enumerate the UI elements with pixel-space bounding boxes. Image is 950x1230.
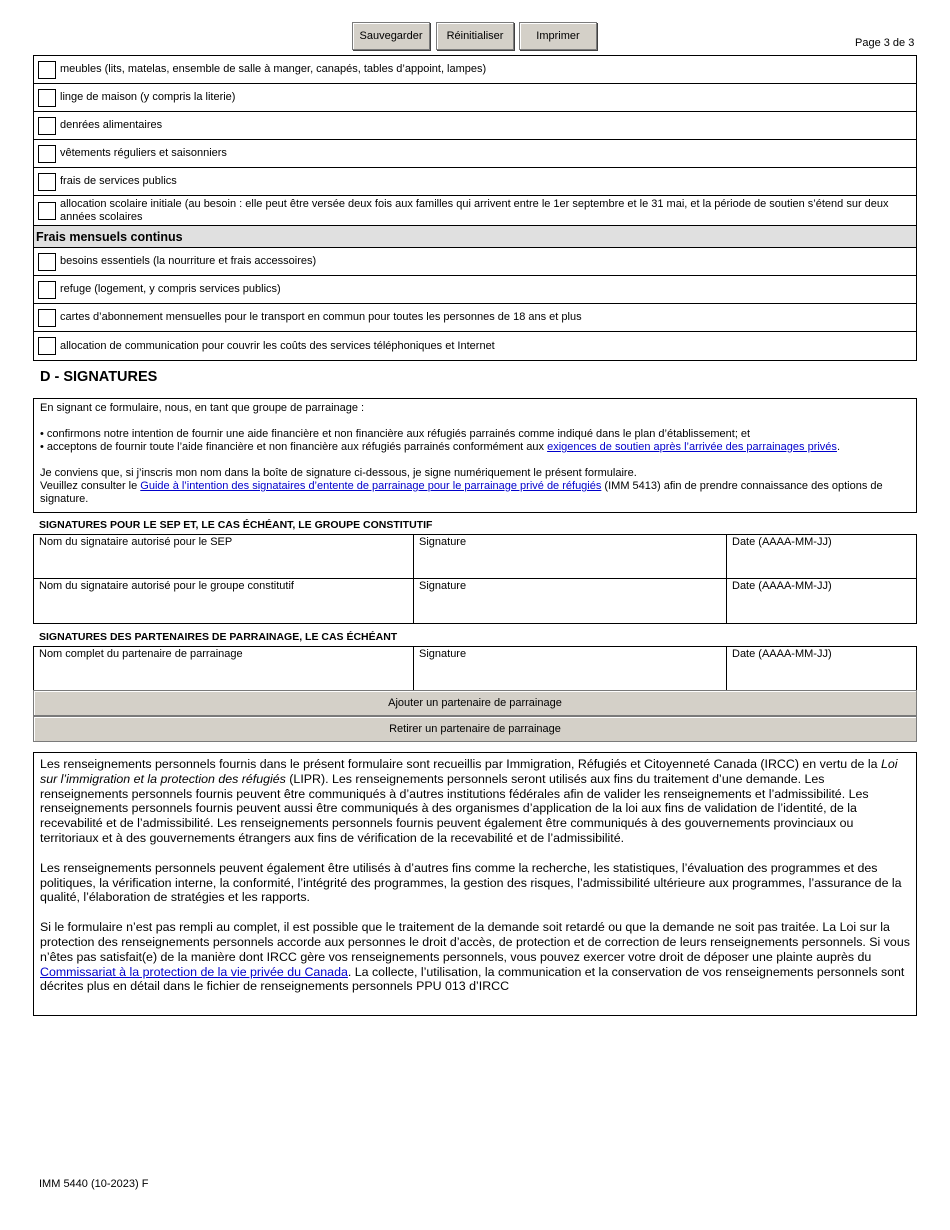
- remove-partner-button[interactable]: Retirer un partenaire de parrainage: [33, 716, 917, 742]
- checklist-label: refuge (logement, y compris services publics): [60, 283, 281, 295]
- privacy-notice: [33, 752, 917, 1016]
- print-button[interactable]: Imprimer: [519, 22, 597, 50]
- checklist-row: [34, 248, 916, 276]
- declaration-bullet-1: • confirmons notre intention de fournir une aide financière et non financière aux réfugiés parrainés comme indiqué dans le plan d’établissement; et: [40, 428, 751, 440]
- checklist-label: allocation scolaire initiale (au besoin : elle peut être versée deux fois aux familles qui arrivent entre le 1er septembre et le 31 mai, et la période de soutien s’étend sur deux années scolaires: [60, 198, 889, 223]
- checklist-label: vêtements réguliers et saisonniers: [60, 147, 227, 159]
- partner-signature-table: [33, 646, 917, 692]
- privacy-paragraph-2: Les renseignements personnels peuvent également être utilisés à d’autres fins comme la recherche, les statistiques, l’évaluation des programmes et des politiques, la vérification interne, la conformité, l’intégrité des programmes, la gestion des risques, l’admissibilité ultérieure aux programmes, l’assurance de la qualité, l’élaboration de stratégies et les rapports.: [40, 860, 902, 905]
- cg-signatory-name-field[interactable]: Nom du signataire autorisé pour le groupe constitutif: [34, 579, 414, 623]
- partner-name-field[interactable]: Nom complet du partenaire de parrainage: [34, 647, 414, 691]
- support-requirements-link[interactable]: exigences de soutien après l’arrivée des parrainages privés: [547, 441, 837, 453]
- checklist-row: [34, 304, 916, 332]
- sah-signature-table: [33, 534, 917, 624]
- cg-date-field[interactable]: Date (AAAA-MM-JJ): [732, 580, 832, 592]
- checklist-label: besoins essentiels (la nourriture et frais accessoires): [60, 255, 317, 267]
- basic-needs-checkbox[interactable]: [38, 253, 56, 271]
- privacy-paragraph-3: Si le formulaire n’est pas rempli au complet, il est possible que le traitement de la demande soit retardé ou que la demande ne soit pas traitée. La Loi sur la protection des renseignements personnels accorde aux personnes le droit d’accès, de protection et de correction de leurs renseignements personnels. Si vous n’êtes pas satisfait(e) de la manière dont IRCC gère vos renseignements personnels, vous pouvez exercer votre droit de déposer une plainte auprès du Commissariat à la protection de la vie privée du Canada. La collecte, l’utilisation, la communication et la conservation de vos renseignements personnels sont décrites plus en détail dans le fichier de renseignements personnels PPU 013 d’IRCC: [40, 920, 910, 994]
- sah-signature-row: [34, 535, 916, 579]
- furniture-checkbox[interactable]: [38, 61, 56, 79]
- sah-signatory-name-field[interactable]: Nom du signataire autorisé pour le SEP: [34, 535, 414, 578]
- sah-signatures-title: SIGNATURES POUR LE SEP ET, LE CAS ÉCHÉANT, LE GROUPE CONSTITUTIF: [39, 519, 433, 531]
- communication-allowance-checkbox[interactable]: [38, 337, 56, 355]
- section-title: D - SIGNATURES: [40, 369, 158, 385]
- sah-signature-field[interactable]: Signature: [414, 535, 727, 578]
- checklist-row: [34, 84, 916, 112]
- transit-pass-checkbox[interactable]: [38, 309, 56, 327]
- expense-checklist: [33, 55, 917, 361]
- signing-declaration: [33, 398, 917, 513]
- privacy-paragraph-1: Les renseignements personnels fournis dans le présent formulaire sont recueillis par Immigration, Réfugiés et Citoyenneté Canada (IRCC) en vertu de la Loi sur l’immigration et la protection des réfugiés (LIPR). Les renseignements personnels seront utilisés aux fins du traitement d’une demande. Les renseignements personnels fournis peuvent être communiqués à d’autres institutions fédérales afin de valider les renseignements et l’admissibilité. Les renseignements personnels fournis peuvent aussi être communiqués à des organismes d’application de la loi aux fins de validation de l’identité, de la recevabilité et de l’admissibilité. Les renseignements personnels fournis peuvent également être communiqués à des gouvernements provinciaux ou territoriaux et à des gouvernements étrangers aux fins de vérification de la recevabilité et de l’admissibilité.: [40, 757, 898, 845]
- checklist-row: [34, 112, 916, 140]
- partner-signature-row: [34, 647, 916, 691]
- school-allowance-checkbox[interactable]: [38, 202, 56, 220]
- linens-checkbox[interactable]: [38, 89, 56, 107]
- checklist-label: linge de maison (y compris la literie): [60, 91, 236, 103]
- cg-signature-row: [34, 579, 916, 623]
- form-code: IMM 5440 (10-2023) F: [39, 1178, 149, 1190]
- privacy-commissioner-link[interactable]: Commissariat à la protection de la vie privée du Canada: [40, 964, 348, 979]
- partner-signature-field[interactable]: Signature: [414, 647, 727, 691]
- partner-date-field[interactable]: Date (AAAA-MM-JJ): [732, 648, 832, 660]
- food-checkbox[interactable]: [38, 117, 56, 135]
- page-number: Page 3 de 3: [855, 37, 915, 49]
- checklist-label: frais de services publics: [60, 175, 177, 187]
- save-button[interactable]: Sauvegarder: [352, 22, 430, 50]
- declaration-intro: En signant ce formulaire, nous, en tant que groupe de parrainage :: [40, 402, 365, 414]
- add-partner-button[interactable]: Ajouter un partenaire de parrainage: [33, 690, 917, 716]
- checklist-label: cartes d’abonnement mensuelles pour le transport en commun pour toutes les personnes de 18 ans et plus: [60, 311, 582, 323]
- monthly-costs-heading: Frais mensuels continus: [34, 226, 916, 248]
- clothing-checkbox[interactable]: [38, 145, 56, 163]
- checklist-row: [34, 332, 916, 360]
- checklist-label: allocation de communication pour couvrir les coûts des services téléphoniques et Internet: [60, 339, 495, 352]
- shelter-checkbox[interactable]: [38, 281, 56, 299]
- checklist-row: [34, 276, 916, 304]
- checklist-row: [34, 140, 916, 168]
- cg-signature-field[interactable]: Signature: [414, 579, 727, 623]
- utilities-checkbox[interactable]: [38, 173, 56, 191]
- signatory-guide-link[interactable]: Guide à l’intention des signataires d’entente de parrainage pour le parrainage privé de réfugiés: [140, 480, 602, 492]
- declaration-bullet-2: • acceptons de fournir toute l’aide financière et non financière aux réfugiés parrainés conformément aux exigences de soutien après l’arrivée des parrainages privés.: [40, 441, 840, 453]
- declaration-guide: Veuillez consulter le Guide à l’intention des signataires d’entente de parrainage pour le parrainage privé de réfugiés (IMM 5413) afin de prendre connaissance des options de signature.: [40, 480, 883, 505]
- sah-date-field[interactable]: Date (AAAA-MM-JJ): [732, 536, 832, 548]
- checklist-label: meubles (lits, matelas, ensemble de salle à manger, canapés, tables d’appoint, lampes): [60, 63, 487, 75]
- checklist-row: [34, 196, 916, 226]
- checklist-row: [34, 56, 916, 84]
- checklist-label: denrées alimentaires: [60, 119, 163, 131]
- reset-button[interactable]: Réinitialiser: [436, 22, 514, 50]
- declaration-consent: Je conviens que, si j’inscris mon nom dans la boîte de signature ci-dessous, je signe numériquement le présent formulaire.: [40, 467, 637, 479]
- partners-signatures-title: SIGNATURES DES PARTENAIRES DE PARRAINAGE, LE CAS ÉCHÉANT: [39, 631, 398, 643]
- checklist-row: [34, 168, 916, 196]
